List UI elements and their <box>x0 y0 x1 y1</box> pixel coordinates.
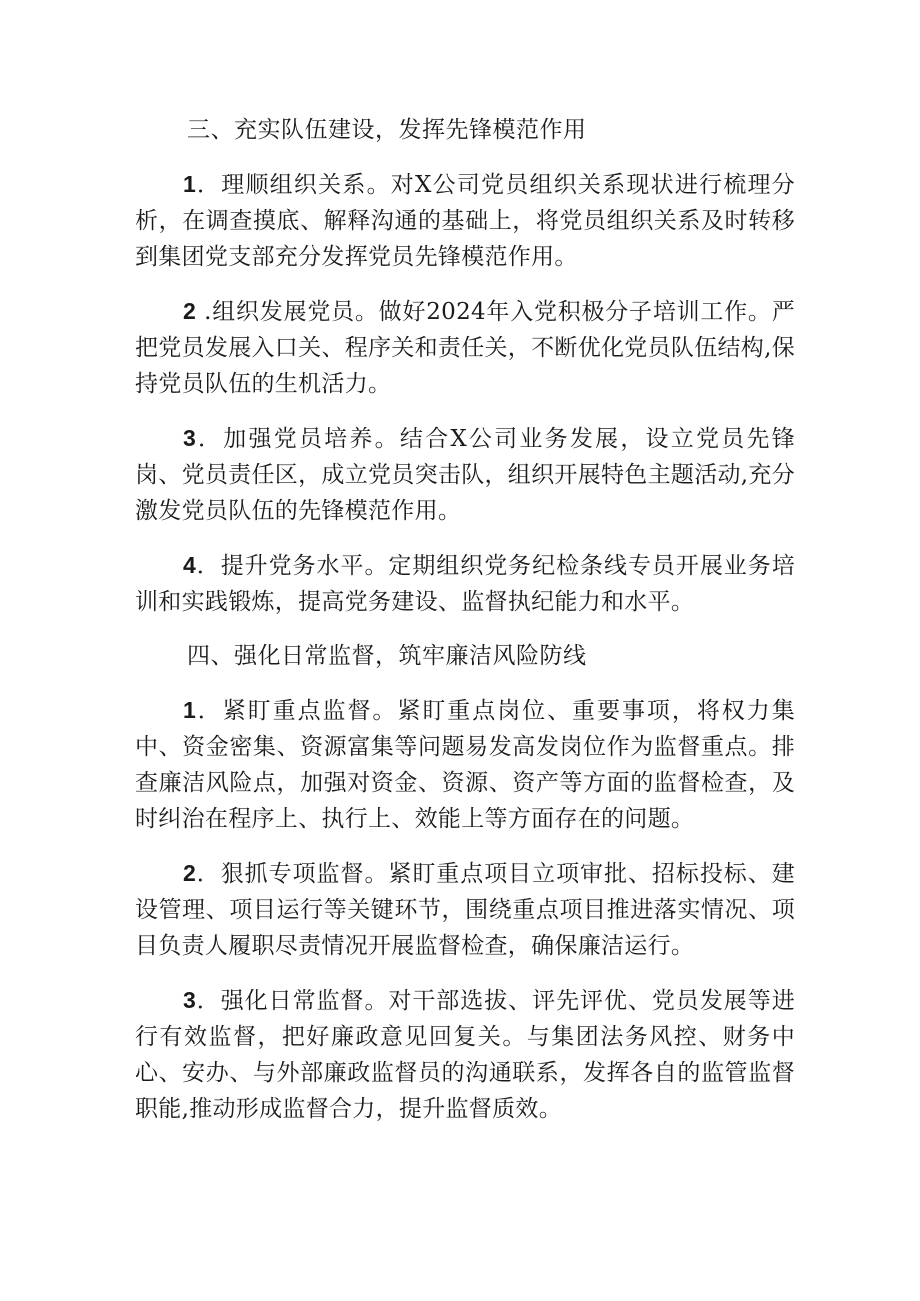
paragraph-3-4 <box>135 547 795 620</box>
paragraph-text: ．强化日常监督。对干部选拔、评先评优、党员发展等进行有效监督，把好廉政意见回复关。与集团法务风控、财务中心、安办、与外部廉政监督员的沟通联系，发挥各自的监管监督职能,推动形成监督合力，提升监督质效。 <box>135 988 795 1122</box>
paragraph-text: .组织发展党员。做好2024年入党积极分子培训工作。严把党员发展入口关、程序关和责任关，不断优化党员队伍结构,保持党员队伍的生机活力。 <box>135 299 796 397</box>
item-number: 2 <box>183 298 197 324</box>
paragraph-text: ．提升党务水平。定期组织党务纪检条线专员开展业务培训和实践锻炼，提高党务建设、监督执纪能力和水平。 <box>135 553 795 615</box>
item-number: 4 <box>183 552 197 578</box>
section-heading-4: 四、强化日常监督，筑牢廉洁风险防线 <box>187 643 587 669</box>
item-number: 3 <box>183 987 197 1013</box>
paragraph-3-1 <box>135 166 795 275</box>
document-page <box>135 112 795 1127</box>
item-number: 3 <box>183 425 197 451</box>
paragraph-text: ．理顺组织关系。对X公司党员组织关系现状进行梳理分析，在调查摸底、解释沟通的基础上，将党员组织关系及时转移到集团党支部充分发挥党员先锋模范作用。 <box>135 172 795 270</box>
paragraph-4-3 <box>135 982 795 1127</box>
paragraph-3-3 <box>135 420 795 529</box>
paragraph-text: ．狠抓专项监督。紧盯重点项目立项审批、招标投标、建设管理、项目运行等关键环节，围绕重点项目推进落实情况、项目负责人履职尽责情况开展监督检查，确保廉洁运行。 <box>135 861 795 959</box>
paragraph-text: ．紧盯重点监督。紧盯重点岗位、重要事项，将权力集中、资金密集、资源富集等问题易发高发岗位作为监督重点。排查廉洁风险点，加强对资金、资源、资产等方面的监督检查，及时纠治在程序上、执行上、效能上等方面存在的问题。 <box>135 698 795 832</box>
paragraph-4-1 <box>135 692 795 837</box>
item-number: 1 <box>183 171 197 197</box>
item-number: 1 <box>183 697 197 723</box>
item-number: 2 <box>183 860 197 886</box>
paragraph-3-2 <box>135 293 795 402</box>
paragraph-4-2 <box>135 855 795 964</box>
section-heading-3: 三、充实队伍建设，发挥先锋模范作用 <box>187 117 587 143</box>
paragraph-text: ．加强党员培养。结合X公司业务发展，设立党员先锋岗、党员责任区，成立党员突击队，组织开展特色主题活动,充分激发党员队伍的先锋模范作用。 <box>135 426 796 524</box>
